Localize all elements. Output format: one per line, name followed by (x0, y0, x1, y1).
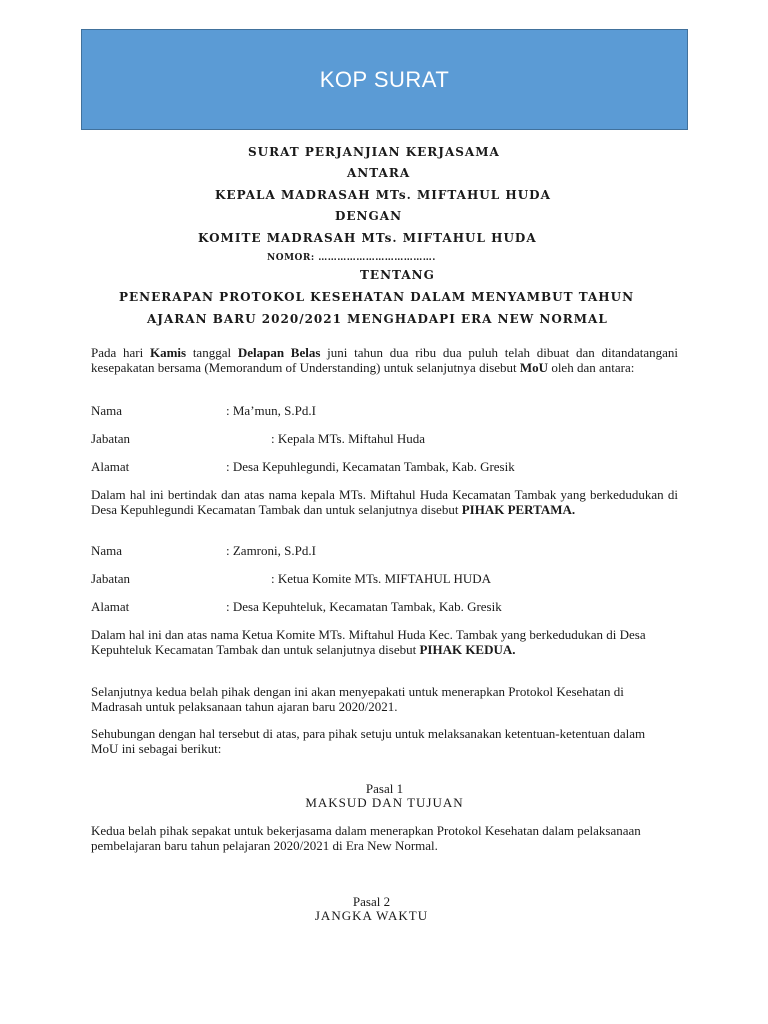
party1-job-value: : Kepala MTs. Miftahul Huda (271, 431, 425, 446)
letterhead-box (81, 29, 688, 130)
header-nomor: NOMOR: ………………………………. (267, 253, 436, 263)
party2-name-value: : Zamroni, S.Pd.I (226, 543, 316, 558)
pasal2-title: JANGKA WAKTU (314, 908, 429, 923)
header-antara: ANTARA (347, 166, 411, 180)
header-tentang: TENTANG (360, 268, 435, 282)
party1-name-label: Nama (91, 403, 123, 418)
pasal2-number: Pasal 2 (352, 894, 391, 909)
party1-address-value: : Desa Kepuhlegundi, Kecamatan Tambak, Kab. Gresik (226, 459, 515, 474)
pasal1-title: MAKSUD DAN TUJUAN (305, 795, 464, 810)
party2-address-label: Alamat (91, 599, 130, 614)
header-subject-line2: AJARAN BARU 2020/2021 MENGHADAPI ERA NEW NORMAL (147, 312, 608, 326)
party2-job-label: Jabatan (91, 571, 130, 586)
paragraph-sehubungan: Sehubungan dengan hal tersebut di atas, para pihak setuju untuk melaksanakan ketentuan-ketentuan dalam MoU ini sebagai berikut: (91, 726, 646, 756)
party2-address-value: : Desa Kepuhteluk, Kecamatan Tambak, Kab. Gresik (226, 599, 502, 614)
header-subject-line1: PENERAPAN PROTOKOL KESEHATAN DALAM MENYAMBUT TAHUN (119, 290, 635, 304)
header-party-one: KEPALA MADRASAH MTs. MIFTAHUL HUDA (215, 188, 551, 202)
party2-description: Dalam hal ini dan atas nama Ketua Komite MTs. Miftahul Huda Kec. Tambak yang berkedudukan di Desa Kepuhteluk Kecamatan Tambak dan untuk selanjutnya disebut PIHAK KEDUA. (91, 627, 646, 657)
party2-name-label: Nama (91, 543, 123, 558)
header-party-two: KOMITE MADRASAH MTs. MIFTAHUL HUDA (198, 231, 537, 245)
intro-paragraph: Pada hari Kamis tanggal Delapan Belas juni tahun dua ribu dua puluh telah dibuat dan ditandatangani kesepakatan bersama (Memorandum of Understanding) untuk selanjutnya disebut MoU oleh dan antara: (91, 345, 678, 375)
pasal1-text: Kedua belah pihak sepakat untuk bekerjasama dalam menerapkan Protokol Kesehatan dalam pelaksanaan pembelajaran baru tahun pelajaran 2020/2021 di Era New Normal. (91, 823, 641, 853)
letterhead-title: KOP SURAT (319, 66, 450, 92)
party1-description: Dalam hal ini bertindak dan atas nama kepala MTs. Miftahul Huda Kecamatan Tambak yang berkedudukan di Desa Kepuhlegundi Kecamatan Tambak dan untuk selanjutnya disebut PIHAK PERTAMA. (91, 487, 678, 517)
pasal1-number: Pasal 1 (365, 781, 404, 796)
party2-job-value: : Ketua Komite MTs. MIFTAHUL HUDA (271, 571, 491, 586)
party1-name-value: : Ma’mun, S.Pd.I (226, 403, 316, 418)
header-title: SURAT PERJANJIAN KERJASAMA (248, 145, 500, 159)
party1-address-label: Alamat (91, 459, 130, 474)
party1-job-label: Jabatan (91, 431, 130, 446)
paragraph-selanjutnya: Selanjutnya kedua belah pihak dengan ini akan menyepakati untuk menerapkan Protokol Kesehatan di Madrasah untuk pelaksanaan tahun ajaran baru 2020/2021. (91, 684, 624, 714)
header-dengan: DENGAN (335, 209, 403, 223)
